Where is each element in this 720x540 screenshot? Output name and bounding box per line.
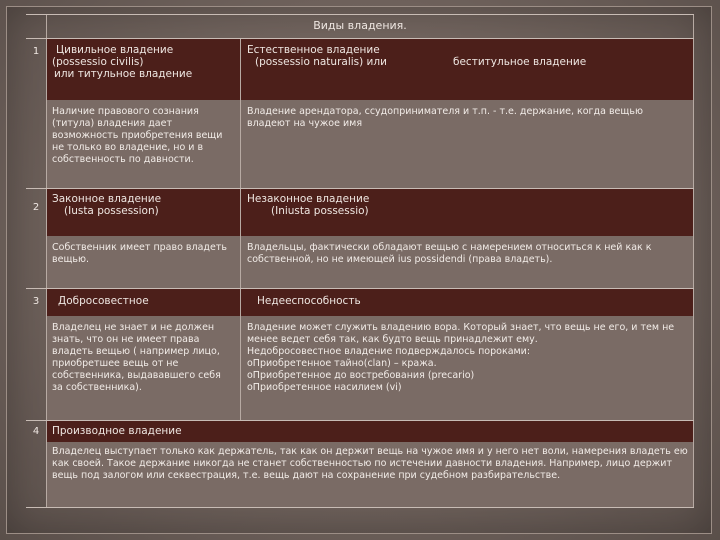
- row3-right-head: Недееспособность: [257, 295, 361, 307]
- row3-left-body: [46, 316, 240, 420]
- row4-text: Владелец выступает только как держатель, так как он держит вещь на чужое имя и у него нет воли, намерения владеть ею как своей. Такое держание никогда не станет собственностью по истечении давности владения. Например, лицо держит вещь под залогом или секвестрация, т.е. вещь дают на сохранение при судебном разбирательстве.: [52, 446, 688, 481]
- row4-header: [46, 420, 694, 442]
- row2-right-head-line2: (Iniusta possessio): [271, 205, 369, 217]
- grid-line: [26, 420, 694, 421]
- row1-number: 1: [32, 46, 40, 57]
- row3-left-header: [46, 288, 240, 316]
- grid-line: [240, 38, 241, 420]
- row4-body: [46, 442, 694, 508]
- grid-line: [26, 507, 694, 508]
- row1-right-header: [241, 38, 694, 100]
- row2-left-head-line1: Законное владение: [52, 193, 162, 205]
- row3-right-line1: Владение может служить владению вора. Который знает, что вещь не его, и тем не менее ведет себя так, как будто вещь принадлежит ему.: [247, 322, 675, 345]
- row2-right-header: [241, 188, 694, 236]
- possession-types-table: [26, 14, 694, 508]
- row1-right-head-line1: Естественное владение: [247, 44, 380, 56]
- grid-line: [46, 14, 47, 508]
- row3-right-line4: oПриобретенное до востребования (precario): [247, 370, 475, 381]
- row2-right-head-line1: Незаконное владение: [247, 193, 370, 205]
- grid-line: [693, 14, 694, 508]
- row1-left-head-line2: (possessio civilis): [52, 56, 144, 68]
- row1-left-text: Наличие правового сознания (титула) владения дает возможность приобретения вещи не только во владение, но и в собственность по давности.: [52, 106, 223, 165]
- grid-line: [26, 288, 694, 289]
- row3-right-line2: Недобросовестное владение подверждалось пороками:: [247, 346, 531, 357]
- row2-left-body: [46, 236, 240, 288]
- row2-left-header: [46, 188, 240, 236]
- row3-right-body: [241, 316, 694, 420]
- row2-left-head-line2: (Iusta possession): [64, 205, 159, 217]
- row3-right-header: [241, 288, 694, 316]
- grid-line: [26, 38, 694, 39]
- grid-line: [26, 188, 694, 189]
- grid-line: [26, 14, 694, 15]
- row2-number: 2: [32, 202, 40, 213]
- row3-right-line5: oПриобретенное насилием (vi): [247, 382, 402, 393]
- row1-left-body: [46, 100, 240, 188]
- row3-left-head: Добросовестное: [58, 295, 149, 307]
- row2-left-text: Собственник имеет право владеть вещью.: [52, 242, 227, 265]
- row3-number: 3: [32, 296, 40, 307]
- table-title: Виды владения.: [313, 19, 407, 32]
- row1-right-body: [241, 100, 694, 188]
- row1-right-text: Владение арендатора, ссудопринимателя и т.п. - т.е. держание, когда вещью владеют на чужое имя: [247, 106, 643, 129]
- row1-left-header: [46, 38, 240, 100]
- row3-right-line3: oПриобретенное тайно(clan) – кража.: [247, 358, 437, 369]
- row3-left-text: Владелец не знает и не должен знать, что он не имеет права владеть вещью ( например лицо, приобретшее вещь от не собственника, выдававшего себя за собственника).: [52, 322, 221, 393]
- row2-right-body: [241, 236, 694, 288]
- row4-number: 4: [32, 426, 40, 437]
- row1-left-head-line1: Цивильное владение: [56, 44, 174, 56]
- row1-left-head-line3: или титульное владение: [54, 68, 193, 80]
- row1-right-head-line2: (possessio naturalis) или: [255, 56, 387, 68]
- row1-right-head-line3: беститульное владение: [453, 56, 587, 68]
- row2-right-text: Владельцы, фактически обладают вещью с намерением относиться к ней как к собственной, но не имеющей ius possidendi (права владеть).: [247, 242, 652, 265]
- row4-head: Производное владение: [52, 425, 182, 437]
